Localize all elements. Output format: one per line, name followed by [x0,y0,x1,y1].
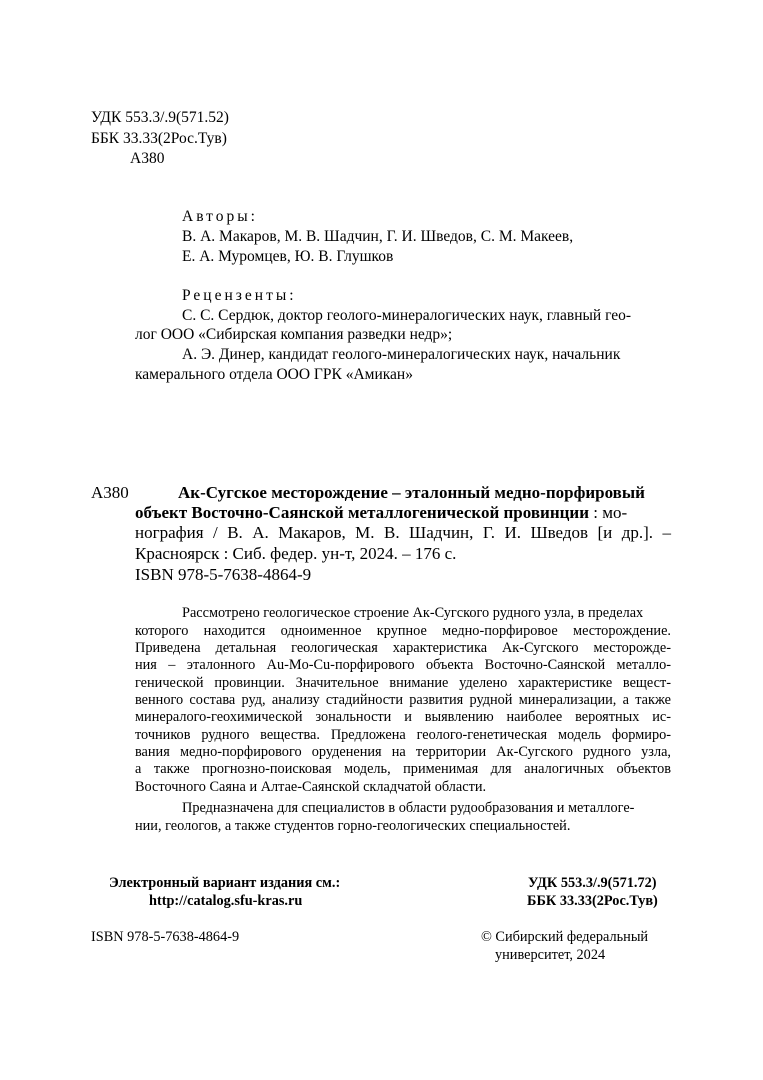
catalog-line-4: Красноярск : Сиб. федер. ун-т, 2024. – 176 с. [135,544,457,563]
catalog-code: А380 [91,483,129,502]
footer-bbk: ББК 33.33(2Рос.Тув) [527,893,658,909]
authors-line-1: В. А. Макаров, М. В. Шадчин, Г. И. Шведов, С. М. Макеев, [182,228,574,245]
annotation-line: генической провинции. Значительное внимание уделено характеристике вещест- [135,674,671,691]
annotation-line: Приведена детальная геологическая характеристика Ак-Сугского месторожде- [135,640,671,656]
annotation-line: которого находится одноименное крупное медно-порфировое месторождение. [135,622,671,639]
reviewer-2-line-1: А. Э. Динер, кандидат геолого-минералогических наук, начальник [182,346,621,363]
catalog-line-3: нография / В. А. Макаров, М. В. Шадчин, Г. И. Шведов [и др.]. – [135,523,671,542]
purpose-line-1: Предназначена для специалистов в области рудообразования и металлоге- [182,800,635,816]
electronic-version-url[interactable]: http://catalog.sfu-kras.ru [149,893,303,909]
reviewers-heading: Рецензенты: [182,287,297,304]
catalog-title-line-1: Ак-Сугское месторождение – эталонный медно-порфировый [178,483,645,502]
udk-code: УДК 553.3/.9(571.52) [91,109,229,126]
reviewer-2-line-2: камерального отдела ООО ГРК «Амикан» [135,366,413,383]
annotation-line: ния – эталонного Au-Mo-Cu-порфирового объекта Восточно-Саянской металло- [135,657,671,673]
copyright-line-2: университет, 2024 [495,947,606,963]
annotation-line: Восточного Саяна и Алтае-Саянской складчатой области. [135,778,487,795]
copyright-line-1: © Сибирский федеральный [481,929,649,945]
purpose-line-2: нии, геологов, а также студентов горно-геологических специальностей. [135,818,571,834]
electronic-version-label: Электронный вариант издания см.: [109,875,341,891]
reviewer-1-line-2: лог ООО «Сибирская компания разведки недр»; [135,326,453,343]
author-mark: А380 [130,150,165,167]
catalog-title-bold: объект Восточно-Саянской металлогенической провинции [135,503,589,522]
catalog-title-line-2 [135,503,671,523]
annotation-line: точников рудного вещества. Предложена геолого-генетическая модель формиро- [135,726,671,743]
footer-udk: УДК 553.3/.9(571.72) [528,875,657,891]
footer-isbn: ISBN 978-5-7638-4864-9 [91,929,240,945]
annotation-line: а также прогнозно-поисковая модель, применимая для аналогичных объектов [135,761,671,777]
authors-line-2: Е. А. Муромцев, Ю. В. Глушков [182,248,394,265]
reviewer-1-line-1: С. С. Сердюк, доктор геолого-минералогических наук, главный гео- [182,307,632,324]
catalog-isbn: ISBN 978-5-7638-4864-9 [135,565,312,584]
catalog-title-rest: : мо- [589,503,628,522]
bbk-code: ББК 33.33(2Рос.Тув) [91,130,227,147]
annotation-line: Рассмотрено геологическое строение Ак-Сугского рудного узла, в пределах [182,605,644,621]
annotation-line: минералого-геохимической зональности и выявлению наиболее вероятных ис- [135,709,671,725]
annotation-line: венного состава руд, анализу стадийности развития рудной минерализации, а также [135,692,671,708]
annotation-line: вания медно-порфирового оруденения на территории Ак-Сугского рудного узла, [135,744,671,760]
authors-heading: Авторы: [182,208,258,225]
